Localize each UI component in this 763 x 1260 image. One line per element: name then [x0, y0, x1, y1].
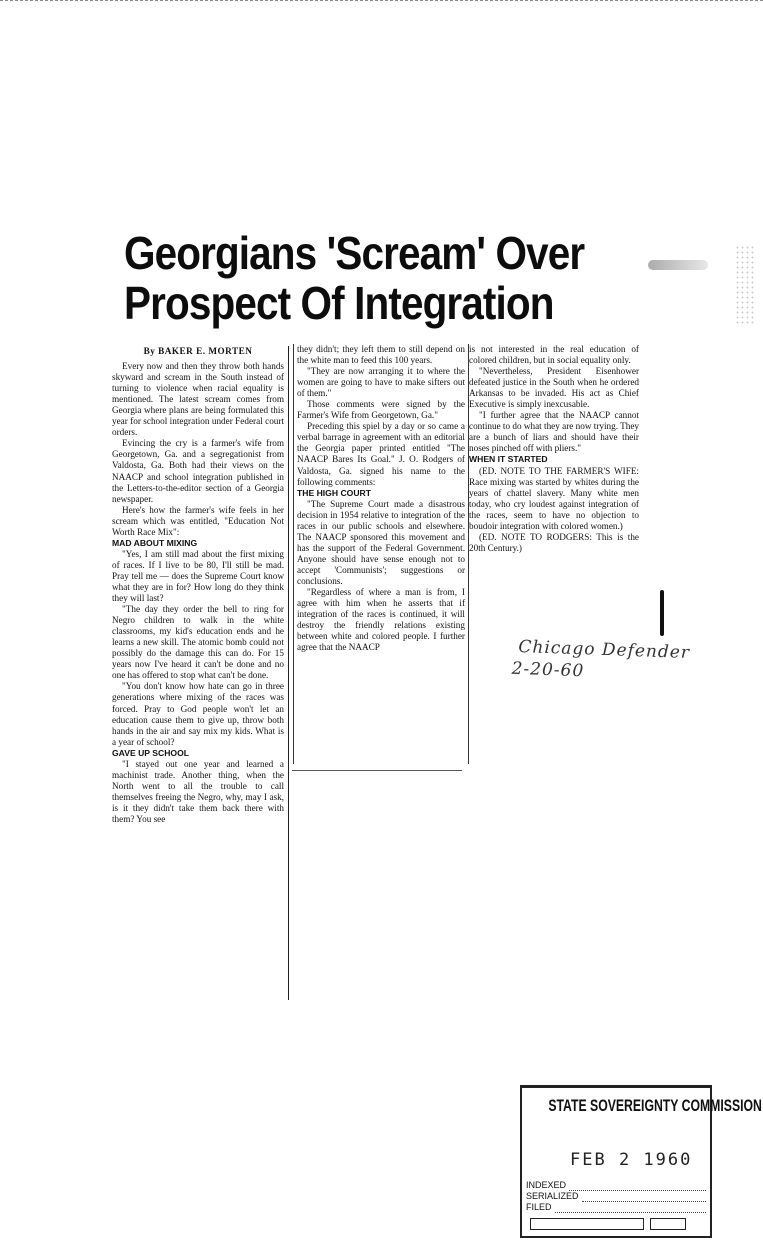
- stamp-title: STATE SOVEREIGNTY COMMISSION: [548, 1096, 762, 1115]
- column-1-body: [112, 361, 284, 825]
- headline-line-1: Georgians 'Scream' Over: [124, 227, 585, 279]
- article-paragraph: "Regardless of where a man is from, I agree with him when he asserts that if integration of the races is continued, it will destroy the friendly relations existing between white and colored people. I further agree that the NAACP: [297, 587, 465, 653]
- article-paragraph: "You don't know how hate can go in three generations where mixing of the races was forced. Pray to God people won't let an education cause them to give up, throw both hands in the air and say mix my kids. What is a year of school?: [112, 681, 284, 747]
- stamp-indexed-label: INDEXED: [526, 1180, 567, 1190]
- commission-stamp: [520, 1085, 762, 1238]
- article-column-3: [466, 344, 639, 626]
- subheading: WHEN IT STARTED: [469, 454, 548, 465]
- scan-smudge: [648, 260, 708, 270]
- column-2-body: [297, 344, 465, 653]
- byline: By BAKER E. MORTEN: [143, 346, 253, 356]
- article-paragraph: (ED. NOTE TO RODGERS: This is the 20th Century.): [469, 531, 639, 553]
- article-paragraph: "Yes, I am still mad about the first mixing of races. If I live to be 80, I'll still be mad. Pray tell me — does the Supreme Court know what they are in for? How long do they think they will last?: [112, 548, 284, 604]
- article-paragraph: Preceding this spiel by a day or so came a verbal barrage in agreement with an editorial the Georgia paper printed entitled "The NAACP Bares Its Goal." J. O. Rodgers of Valdosta, Ga. signed his name to the following comments:: [297, 421, 465, 487]
- stamp-date: FEB 2 1960: [570, 1150, 693, 1170]
- article-paragraph: is not interested in the real education of colored children, but in social equality only.: [469, 344, 639, 366]
- article-paragraph: Every now and then they throw both hands skyward and scream in the South instead of turning to violence when racial equality is mentioned. The latest scream comes from Georgia where plans are being formulated this year for school integration under Federal court orders.: [112, 361, 284, 438]
- article-paragraph: Those comments were signed by the Farmer's Wife from Georgetown, Ga.": [297, 399, 465, 421]
- article-paragraph: (ED. NOTE TO THE FARMER'S WIFE: Race mixing was started by whites during the years of chattel slavery. Many white men today, who cry loudest against integration of the races, seem to have no objection to boudoir integration with colored women.): [469, 465, 639, 531]
- subheading: GAVE UP SCHOOL: [112, 747, 190, 758]
- scan-specks: [735, 245, 755, 325]
- stamp-boxes: [530, 1218, 704, 1228]
- stamp-filed-label: FILED: [526, 1202, 552, 1212]
- subheading: THE HIGH COURT: [297, 487, 371, 498]
- article-paragraph: "I stayed out one year and learned a machinist trade. Another thing, when the North went to all the trouble to call themselves freeing the Negro, why, may I ask, is it they didn't take them back there with them? You see: [112, 758, 284, 824]
- article-paragraph: "I further agree that the NAACP cannot continue to do what they are now trying. They are a bunch of liars and should have their noses pinched off with pliers.": [469, 410, 640, 454]
- stamp-fields: [526, 1180, 706, 1213]
- article-paragraph: "The Supreme Court made a disastrous decision in 1954 relative to integration of the races in our public schools and elsewhere. The NAACP sponsored this movement and has the support of the Federal Government. Anyone should have sense enough not to accept 'Communists'; suggestions or conclusions.: [297, 498, 465, 586]
- pen-mark: [660, 590, 664, 636]
- handwritten-paper-name: Chicago Defender: [518, 637, 691, 663]
- column-3-body: [469, 344, 639, 554]
- headline-line-2: Prospect Of Integration: [124, 277, 554, 329]
- article-paragraph: they didn't; they left them to still depend on the white man to feed this 100 years.: [297, 344, 465, 366]
- article-paragraph: "The day they order the bell to ring for Negro children to walk in the white classrooms, my kid's education ends and he learns a new skill. The atomic bomb could not possibly do the damage this can do. For 15 years now I've heard it can't be done and no one has offered to stop what can't be done.: [112, 604, 284, 681]
- article-column-1: [112, 346, 289, 1000]
- column-2-rule: [292, 770, 462, 771]
- article-paragraph: "They are now arranging it to where the women are going to have to make sifters out of them.": [297, 366, 465, 399]
- article-paragraph: Here's how the farmer's wife feels in her scream which was entitled, "Education Not Worth Race Mix":: [112, 504, 284, 537]
- headline: [124, 227, 585, 329]
- article-paragraph: "Nevertheless, President Eisenhower defeated justice in the South when he ordered Arkansas to be invaded. His act as Chief Executive is simply inexcusable.: [469, 366, 639, 410]
- handwritten-source-note: [511, 637, 691, 685]
- article-paragraph: Evincing the cry is a farmer's wife from Georgetown, Ga. and a segregationist from Valdosta, Ga. Both had their views on the NAACP and school integration published in the Letters-to-the-editor section of a Georgia newspaper.: [112, 438, 284, 504]
- handwritten-date: 2-20-60: [511, 658, 585, 682]
- article-column-2: [293, 344, 469, 764]
- subheading: MAD ABOUT MIXING: [112, 537, 198, 548]
- top-dotted-edge: [0, 0, 763, 1]
- stamp-serialized-label: SERIALIZED: [526, 1191, 579, 1201]
